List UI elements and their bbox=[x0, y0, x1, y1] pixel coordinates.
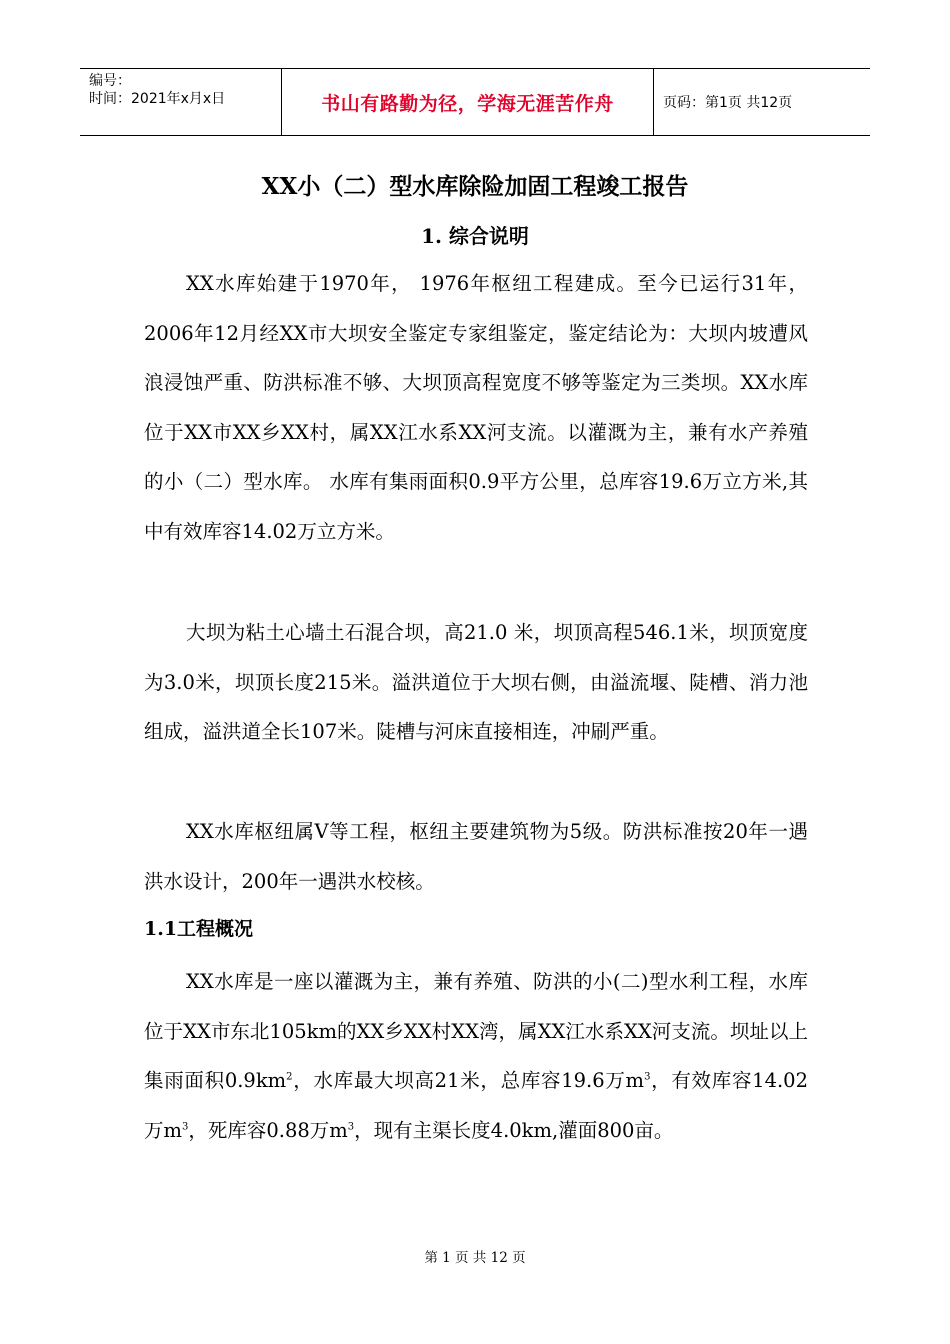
document-date-label: 时间：2021年x月x日 bbox=[89, 91, 226, 107]
header-table bbox=[80, 68, 870, 136]
overview-text-3: ，有效库容14.02万m bbox=[144, 1069, 808, 1142]
overview-text-1: XX水库是一座以灌溉为主，兼有养殖、防洪的小(二)型水利工程，水库位于XX市东北105km的XX乡XX村XX湾，属XX江水系XX河支流。坝址以上集雨面积0.9km bbox=[144, 970, 808, 1092]
superscript-3: 3 bbox=[644, 1071, 651, 1083]
superscript-3: 3 bbox=[347, 1121, 355, 1132]
paragraph-standard: XX水库枢纽属Ⅴ等工程，枢纽主要建筑物为5级。防洪标准按20年一遇洪水设计，200年一遇洪水校核。 bbox=[144, 820, 808, 893]
overview-text-5: ，现有主渠长度4.0km,灌面800亩。 bbox=[354, 1118, 674, 1142]
subsection-heading: 1.1工程概况 bbox=[144, 918, 254, 940]
header-motto: 书山有路勤为径，学海无涯苦作舟 bbox=[282, 69, 654, 135]
overview-text-2: ，水库最大坝高21米，总库容19.6万m bbox=[292, 1069, 645, 1092]
header-page-info: 页码：第1页 共12页 bbox=[663, 95, 793, 111]
document-title: XX小（二）型水库除险加固工程竣工报告 bbox=[261, 173, 689, 200]
paragraph-overview bbox=[144, 957, 808, 1155]
superscript-3: 3 bbox=[182, 1121, 189, 1132]
superscript-2: 2 bbox=[286, 1071, 293, 1083]
document-number-label: 编号： bbox=[89, 73, 131, 89]
header-meta-cell bbox=[80, 69, 282, 135]
section-heading: 1. 综合说明 bbox=[421, 224, 529, 248]
paragraph-dam: 大坝为粘土心墙土石混合坝，高21.0 米，坝顶高程546.1米，坝顶宽度为3.0米，坝顶长度215米。溢洪道位于大坝右侧，由溢流堰、陡槽、消力池组成，溢洪道全长107米。陡槽与河床直接相连，冲刷严重。 bbox=[144, 621, 808, 743]
page-footer: 第 1 页 共 12 页 bbox=[424, 1250, 526, 1266]
paragraph-history: XX水库始建于1970年， 1976年枢纽工程建成。至今已运行31年，2006年12月经XX市大坝安全鉴定专家组鉴定，鉴定结论为：大坝内坡遭风浪浸蚀严重、防洪标准不够、大坝顶高程宽度不够等鉴定为三类坝。XX水库位于XX市XX乡XX村，属XX江水系XX河支流。以灌溉为主，兼有水产养殖的小（二）型水库。 水库有集雨面积0.9平方公里，总库容19.6万立方米,其中有效库容14.02万立方米。 bbox=[144, 272, 808, 543]
overview-text-4: ，死库容0.88万m bbox=[188, 1118, 348, 1142]
